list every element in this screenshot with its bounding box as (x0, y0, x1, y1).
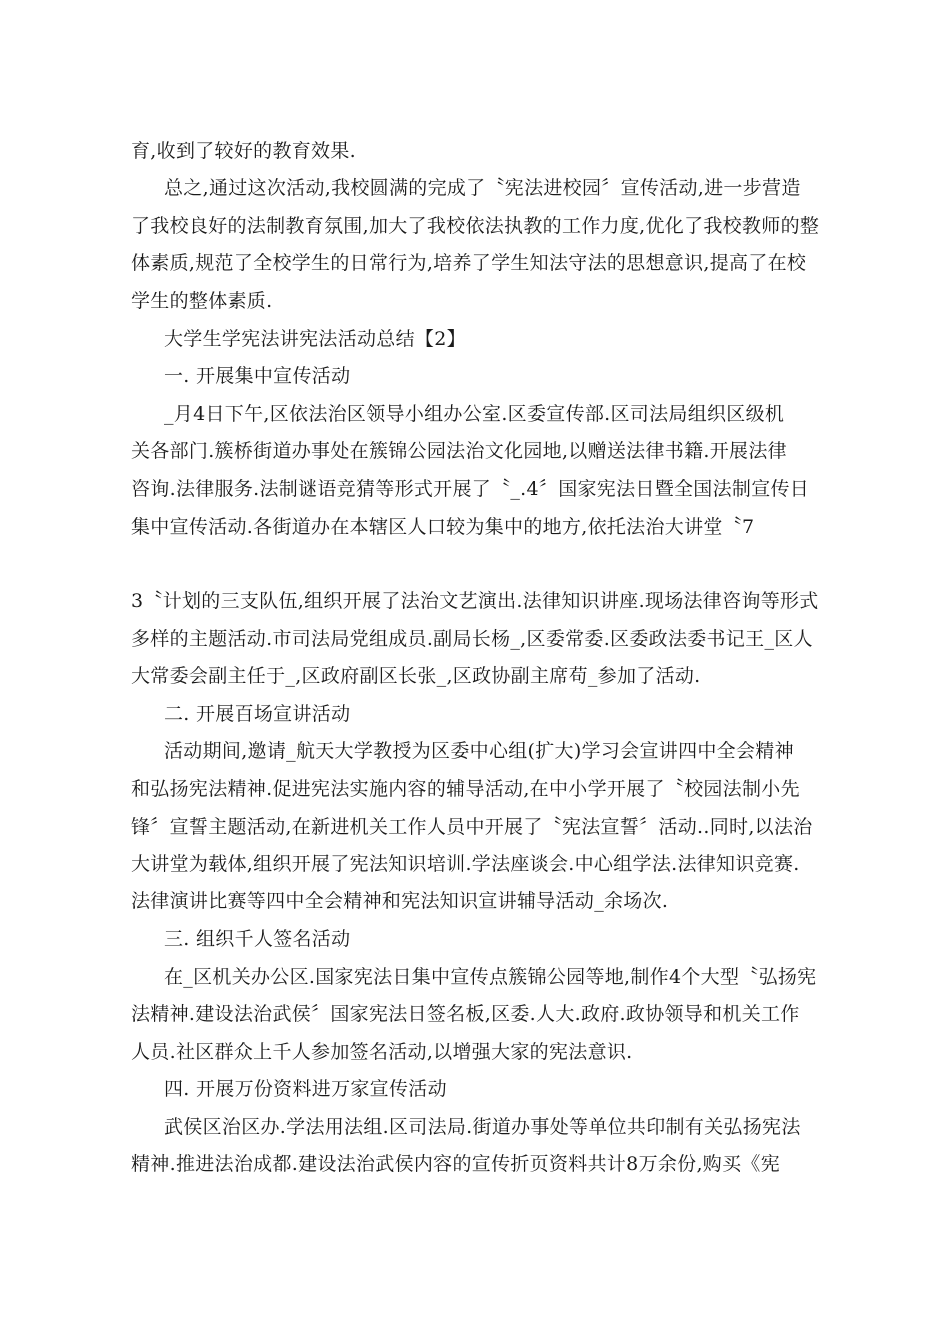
text-line: 了我校良好的法制教育氛围,加大了我校依法执教的工作力度,优化了我校教师的整 (131, 215, 820, 237)
text-line: 精神.推进法治成都.建设法治武侯内容的宣传折页资料共计8万余份,购买《宪 (131, 1153, 781, 1175)
text-line: 锋〞宣誓主题活动,在新进机关工作人员中开展了〝宪法宣誓〞活动..同时,以法治 (131, 816, 813, 838)
section-title: 大学生学宪法讲宪法活动总结【2】 (164, 328, 466, 350)
text-line: 和弘扬宪法精神.促进宪法实施内容的辅导活动,在中小学开展了〝校园法制小先 (131, 778, 800, 800)
text-line: 3〝计划的三支队伍,组织开展了法治文艺演出.法律知识讲座.现场法律咨询等形式 (131, 590, 819, 612)
text-line: 大常委会副主任于_,区政府副区长张_,区政协副主席苟_参加了活动. (131, 665, 701, 687)
paragraph-first-line: 在_区机关办公区.国家宪法日集中宣传点簇锦公园等地,制作4个大型〝弘扬宪 (164, 966, 817, 988)
paragraph-first-line: 总之,通过这次活动,我校圆满的完成了〝宪法进校园〞宣传活动,进一步营造 (164, 177, 801, 199)
text-line: 育,收到了较好的教育效果. (131, 140, 356, 162)
paragraph-first-line: 活动期间,邀请_航天大学教授为区委中心组(扩大)学习会宣讲四中全会精神 (164, 740, 794, 762)
section-heading-2: 二. 开展百场宣讲活动 (164, 703, 351, 725)
paragraph-first-line: _月4日下午,区依法治区领导小组办公室.区委宣传部.区司法局组织区级机 (164, 403, 785, 425)
text-line: 咨询.法律服务.法制谜语竞猜等形式开展了〝_.4〞国家宪法日暨全国法制宣传日 (131, 478, 810, 500)
section-heading-4: 四. 开展万份资料进万家宣传活动 (164, 1078, 447, 1100)
text-line: 关各部门.簇桥街道办事处在簇锦公园法治文化园地,以赠送法律书籍.开展法律 (131, 440, 787, 462)
section-heading-1: 一. 开展集中宣传活动 (164, 365, 351, 387)
text-line: 法精神.建设法治武侯〞国家宪法日签名板,区委.人大.政府.政协领导和机关工作 (131, 1003, 800, 1025)
paragraph-first-line: 武侯区治区办.学法用法组.区司法局.街道办事处等单位共印制有关弘扬宪法 (164, 1116, 801, 1138)
section-heading-3: 三. 组织千人签名活动 (164, 928, 351, 950)
text-line: 学生的整体素质. (131, 290, 273, 312)
text-line: 人员.社区群众上千人参加签名活动,以增强大家的宪法意识. (131, 1041, 633, 1063)
text-line: 大讲堂为载体,组织开展了宪法知识培训.学法座谈会.中心组学法.法律知识竞赛. (131, 853, 800, 875)
text-line: 体素质,规范了全校学生的日常行为,培养了学生知法守法的思想意识,提高了在校 (131, 252, 807, 274)
text-line: 多样的主题活动.市司法局党组成员.副局长杨_,区委常委.区委政法委书记王_区人 (131, 628, 813, 650)
text-line: 集中宣传活动.各街道办在本辖区人口较为集中的地方,依托法治大讲堂〝7 (131, 516, 755, 538)
text-line: 法律演讲比赛等四中全会精神和宪法知识宣讲辅导活动_余场次. (131, 890, 669, 912)
